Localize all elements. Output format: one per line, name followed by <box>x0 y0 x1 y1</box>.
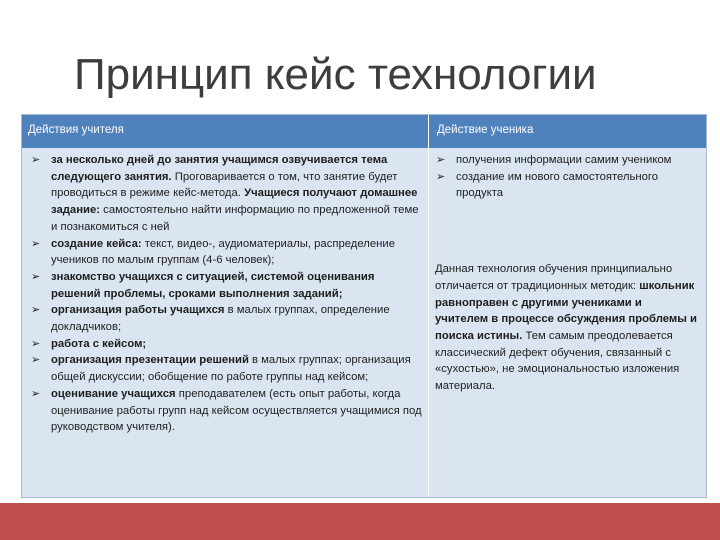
comparison-table <box>21 114 707 498</box>
student-actions-list <box>435 152 697 202</box>
item-text: текст, видео-, аудиоматериалы, распределение учеников по малым группам (4-6 человек); <box>51 237 395 267</box>
item-bold-text: за несколько дней до занятия учащимся озвучивается тема следующего занятия. <box>51 154 388 183</box>
technology-description <box>435 261 697 395</box>
list-item <box>30 352 422 385</box>
table-body <box>22 148 706 497</box>
arrow-bullet-icon: ➢ <box>31 354 41 367</box>
item-bold-text: знакомство учащихся с ситуацией, системой оценивания решений проблемы, сроками выполнения заданий; <box>51 270 375 300</box>
item-bold-text: Учащиеся получают домашнее задание: <box>51 187 418 217</box>
arrow-bullet-icon: ➢ <box>436 170 446 183</box>
paragraph-text: Тем самым преодолевается классический дефект обучения, связанный с «сухостью», не эмоциональностью изложения материала. <box>435 329 680 393</box>
column-divider <box>428 115 429 148</box>
item-bold-text: организация работы учащихся <box>51 304 225 317</box>
item-bold-text: организация презентации решений <box>51 354 249 367</box>
list-item <box>30 336 422 353</box>
list-item <box>435 169 697 202</box>
item-text: создание им нового самостоятельного продукта <box>456 170 659 200</box>
table-header <box>22 115 706 148</box>
arrow-bullet-icon: ➢ <box>31 237 41 250</box>
item-text: преподавателем (есть опыт работы, когда оценивание работы групп над кейсом осуществляется учащимися под руководством учителя). <box>51 387 422 434</box>
arrow-bullet-icon: ➢ <box>31 154 41 166</box>
list-item <box>30 302 422 335</box>
header-teacher-actions: Действия учителя <box>28 124 124 136</box>
item-bold-text: работа с кейсом; <box>51 337 147 350</box>
header-student-actions: Действие ученика <box>437 124 534 136</box>
slide-title: Принцип кейс технологии <box>74 50 597 99</box>
item-text: в малых группах; организация общей дискуссии; обобщение по работе группы над кейсом; <box>51 354 411 384</box>
item-bold-text: создание кейса: <box>51 237 142 250</box>
arrow-bullet-icon: ➢ <box>31 270 41 283</box>
arrow-bullet-icon: ➢ <box>436 154 446 166</box>
list-item <box>30 386 422 436</box>
item-bold-text: оценивание учащихся <box>51 387 176 400</box>
paragraph-bold-text: школьник равноправен с другими учениками и учителем в процессе обсуждения проблемы и поиска истины. <box>435 279 697 342</box>
bottom-accent-bar <box>0 503 720 540</box>
item-text: получения информации самим учеником <box>456 154 672 166</box>
paragraph-text: Данная технология обучения принципиально отличается от традиционных методик: <box>435 263 673 292</box>
item-text: Проговаривается о том, что занятие будет проводиться в режиме кейс-метода. <box>51 170 398 200</box>
item-text: самостоятельно найти информацию по предложенной теме и познакомиться с ней <box>51 204 419 233</box>
list-item <box>30 269 422 302</box>
arrow-bullet-icon: ➢ <box>31 337 41 350</box>
item-text: в малых группах, определение докладчиков; <box>51 304 390 334</box>
teacher-actions-cell <box>30 152 422 436</box>
list-item <box>435 152 697 169</box>
list-item <box>30 152 422 236</box>
arrow-bullet-icon: ➢ <box>31 387 41 400</box>
teacher-actions-list <box>30 152 422 436</box>
list-item <box>30 236 422 269</box>
arrow-bullet-icon: ➢ <box>31 304 41 317</box>
column-divider <box>428 148 429 497</box>
student-actions-cell <box>435 152 697 395</box>
